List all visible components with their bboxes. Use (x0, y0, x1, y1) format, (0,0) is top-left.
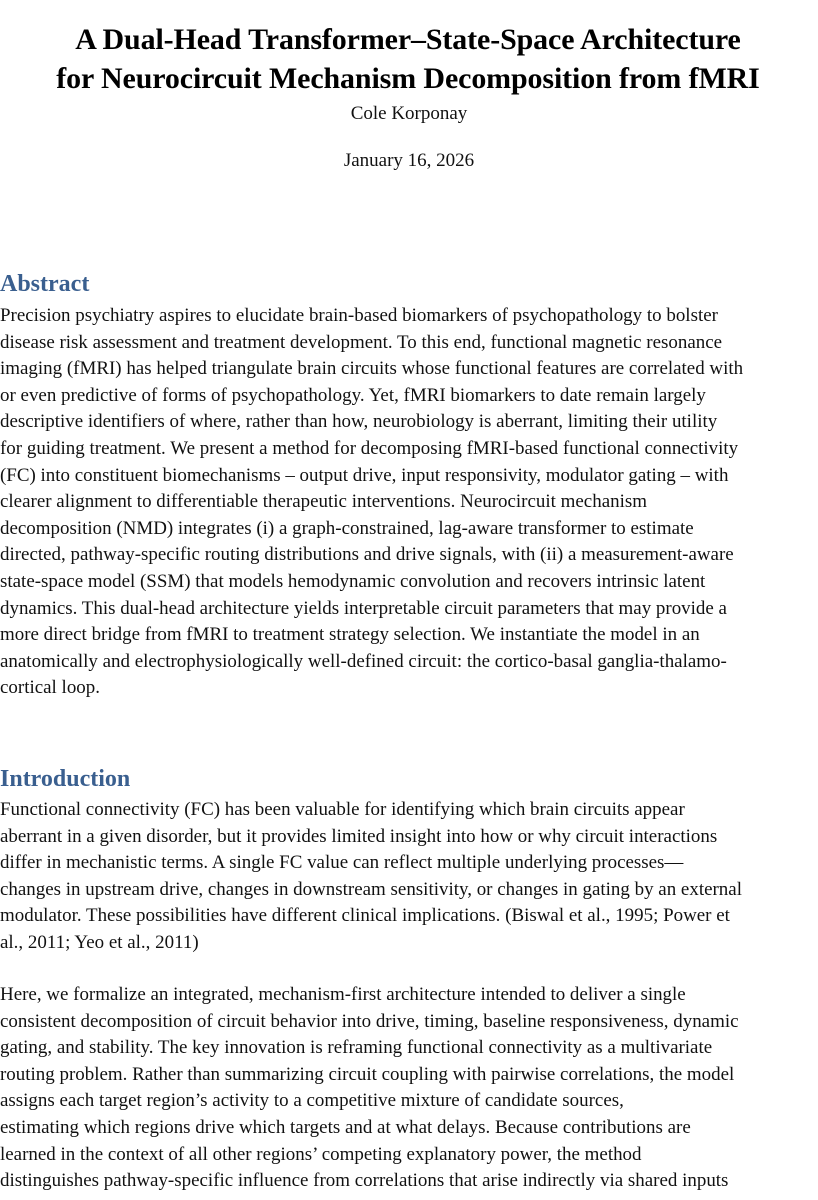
text-line: cortical loop. (0, 677, 101, 699)
text-line: assigns each target region’s activity to a competitive mixture of candidate sources, (0, 1090, 624, 1112)
text-line: al., 2011; Yeo et al., 2011) (0, 931, 199, 953)
text-line: changes in upstream drive, changes in downstream sensitivity, or changes in gating by an external (0, 878, 742, 900)
text-line: Precision psychiatry aspires to elucidate brain-based biomarkers of psychopathology to bolster (0, 305, 718, 326)
text-line: Functional connectivity (FC) has been valuable for identifying which brain circuits appear (0, 799, 685, 820)
abstract-heading: Abstract (0, 271, 90, 297)
text-line: gating, and stability. The key innovation is reframing functional connectivity as a multivariate (0, 1037, 713, 1059)
introduction-paragraph-2 (0, 982, 818, 1195)
text-line: state-space model (SSM) that models hemodynamic convolution and recovers intrinsic latent (0, 570, 706, 592)
text-line: imaging (fMRI) has helped triangulate brain circuits whose functional features are correlated with (0, 358, 744, 380)
abstract-paragraph (0, 303, 818, 702)
text-line: anatomically and electrophysiologically well-defined circuit: the cortico-basal ganglia-thalamo- (0, 650, 727, 672)
text-line: routing problem. Rather than summarizing circuit coupling with pairwise correlations, the model (0, 1063, 735, 1085)
text-line: disease risk assessment and treatment development. To this end, functional magnetic resonance (0, 331, 723, 353)
text-line: consistent decomposition of circuit behavior into drive, timing, baseline responsiveness, dynamic (0, 1010, 739, 1032)
paper-title (0, 20, 818, 98)
text-line: decomposition (NMD) integrates (i) a graph-constrained, lag-aware transformer to estimate (0, 517, 694, 539)
text-line: modulator. These possibilities have different clinical implications. (Biswal et al., 1995; Power et (0, 905, 730, 927)
text-line: estimating which regions drive which targets and at what delays. Because contributions are (0, 1116, 691, 1138)
author-name: Cole Korponay (350, 103, 468, 124)
text-line: distinguishes pathway-specific influence from correlations that arise indirectly via shared inputs (0, 1170, 729, 1192)
text-line: dynamics. This dual-head architecture yields interpretable circuit parameters that may provide a (0, 597, 727, 619)
introduction-heading: Introduction (0, 766, 131, 792)
text-line: descriptive identifiers of where, rather than how, neurobiology is aberrant, limiting their utility (0, 411, 718, 433)
text-line: Here, we formalize an integrated, mechanism-first architecture intended to deliver a single (0, 984, 686, 1005)
text-line: (FC) into constituent biomechanisms – output drive, input responsivity, modulator gating – with (0, 464, 729, 486)
text-line: more direct bridge from fMRI to treatment strategy selection. We instantiate the model in an (0, 624, 700, 646)
text-line: clearer alignment to differentiable therapeutic interventions. Neurocircuit mechanism (0, 491, 647, 513)
title-line: A Dual-Head Transformer–State-Space Architecture (75, 23, 741, 57)
text-line: aberrant in a given disorder, but it provides limited insight into how or why circuit interactions (0, 825, 718, 847)
text-line: for guiding treatment. We present a method for decomposing fMRI-based functional connectivity (0, 437, 739, 459)
text-line: or even predictive of forms of psychopathology. Yet, fMRI biomarkers to date remain largely (0, 384, 706, 406)
text-line: learned in the context of all other regions’ competing explanatory power, the method (0, 1143, 642, 1165)
text-line: differ in mechanistic terms. A single FC value can reflect multiple underlying processes— (0, 852, 684, 874)
publication-date: January 16, 2026 (343, 150, 475, 171)
title-line: for Neurocircuit Mechanism Decomposition from fMRI (56, 62, 760, 96)
introduction-paragraph-1 (0, 797, 818, 957)
text-line: directed, pathway-specific routing distributions and drive signals, with (ii) a measurement-aware (0, 544, 734, 566)
